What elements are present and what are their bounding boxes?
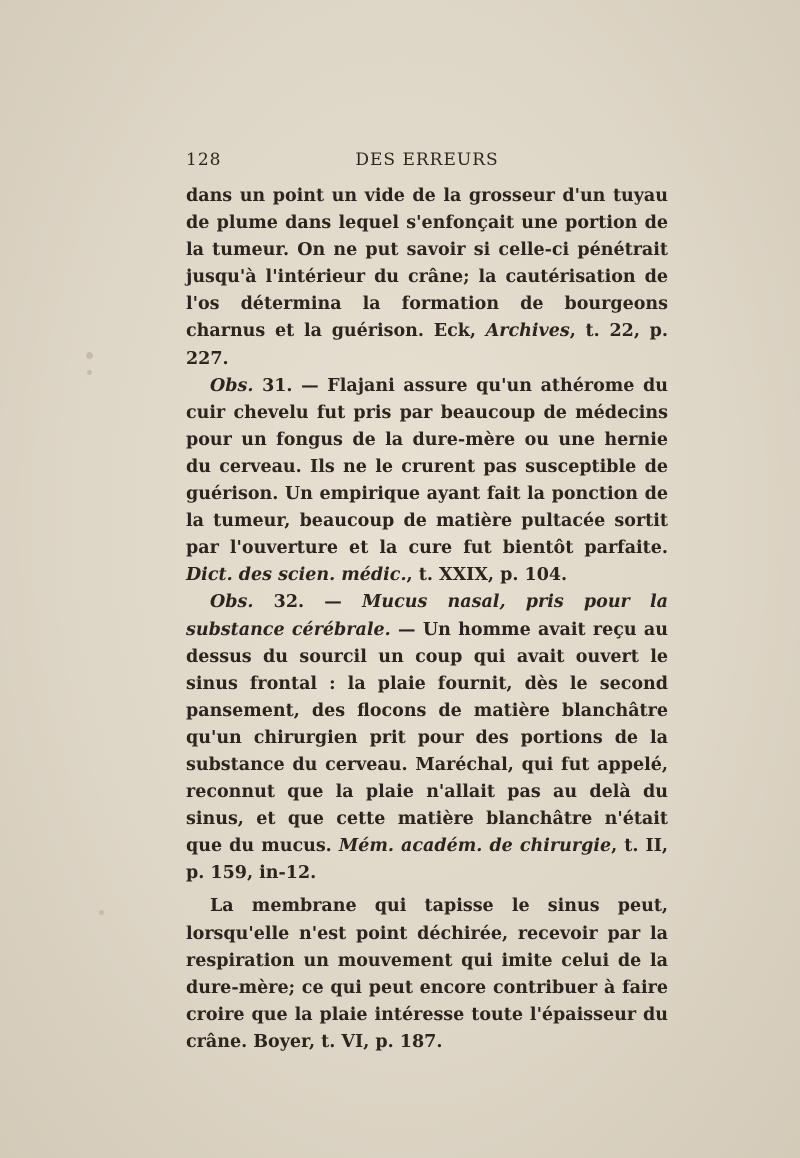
page-body (186, 183, 668, 1056)
foxing-spot (87, 370, 92, 375)
text-run: 31. — Flajani assure qu'un athérome du cuir chevelu fut pris par beaucoup de médecins pour un fongus de la dure-mère ou une hernie du cerveau. Ils ne le crurent pas susceptible de guérison. Un empirique ayant fait la ponction de la tumeur, beaucoup de matière pultacée sortit par l'ouverture et la cure fut bientôt parfaite. (186, 375, 668, 559)
text-run: , t. XXIX, p. 104. (406, 565, 568, 586)
obs-label: Obs. (210, 375, 254, 396)
foxing-spot (99, 910, 104, 915)
running-head: DES ERREURS (355, 150, 499, 170)
text-run: 32. — (253, 592, 363, 613)
paragraph-membrane (186, 893, 668, 1056)
text-run: , t. II, p. 159, in-12. (186, 836, 668, 884)
citation-title: Dict. des scien. médic. (186, 565, 407, 586)
observation-32 (186, 589, 668, 887)
obs-label: Obs. (210, 592, 254, 613)
citation-title: Mém. académ. de chirurgie (338, 836, 612, 857)
observation-title: Mucus nasal, pris pour la substance cérébrale. (186, 592, 668, 640)
text-run: , t. 22, p. 227. (186, 321, 668, 369)
citation-title: Archives (485, 321, 570, 342)
page-number: 128 (186, 150, 222, 170)
paragraph-continuation (186, 183, 668, 373)
observation-31 (186, 373, 668, 590)
text-run: dans un point un vide de la grosseur d'un tuyau de plume dans lequel s'enfonçait une portion de la tumeur. On ne put savoir si celle-ci pénétrait jusqu'à l'intérieur du crâne; la cautérisation de l'os détermina la formation de bourgeons charnus et la guérison. Eck, (186, 186, 668, 342)
page-header (186, 150, 668, 174)
text-run: — Un homme avait reçu au dessus du sourcil un coup qui avait ouvert le sinus frontal : la plaie fournit, dès le second pansement, des flocons de matière blanchâtre qu'un chirurgien prit pour des portions de la substance du cerveau. Maréchal, qui fut appelé, reconnut que la plaie n'allait pas au delà du sinus, et que cette matière blanchâtre n'était que du mucus. (186, 619, 668, 857)
text-run: La membrane qui tapisse le sinus peut, lorsqu'elle n'est point déchirée, recevoir par la respiration un mouvement qui imite celui de la dure-mère; ce qui peut encore contribuer à faire croire que la plaie intéresse toute l'épaisseur du crâne. Boyer, t. VI, p. 187. (186, 896, 668, 1052)
foxing-spot (86, 352, 93, 359)
